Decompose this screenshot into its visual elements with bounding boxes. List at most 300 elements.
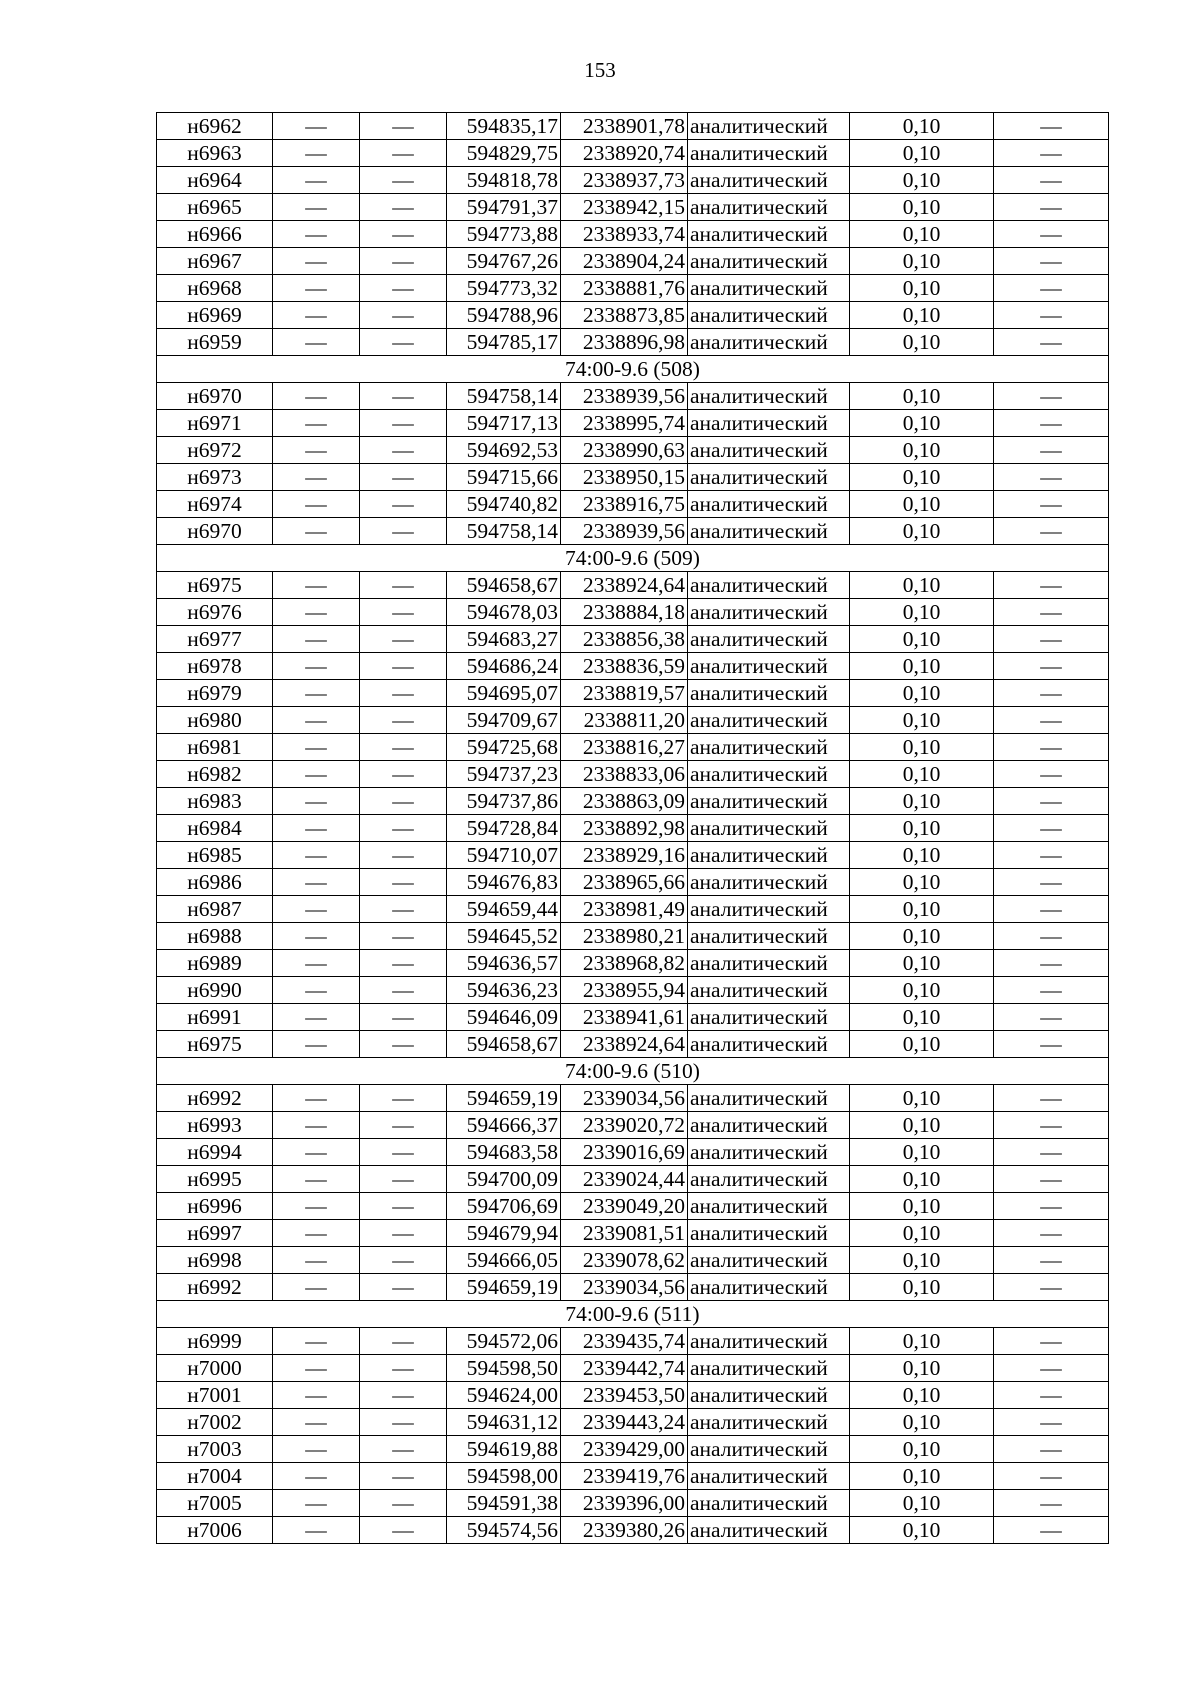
x-coordinate-cell: 594572,06	[447, 1328, 561, 1355]
empty-dash-cell: —	[360, 599, 447, 626]
accuracy-cell: 0,10	[850, 383, 994, 410]
x-coordinate-cell: 594700,09	[447, 1166, 561, 1193]
empty-dash-cell: —	[273, 1328, 360, 1355]
point-name-cell: н6995	[157, 1166, 273, 1193]
empty-dash-cell: —	[994, 221, 1109, 248]
x-coordinate-cell: 594686,24	[447, 653, 561, 680]
table-row	[157, 1409, 1109, 1436]
point-name-cell: н6999	[157, 1328, 273, 1355]
point-name-cell: н6982	[157, 761, 273, 788]
table-row	[157, 599, 1109, 626]
table-row	[157, 896, 1109, 923]
point-name-cell: н6977	[157, 626, 273, 653]
empty-dash-cell: —	[273, 1193, 360, 1220]
point-name-cell: н6976	[157, 599, 273, 626]
point-name-cell: н6971	[157, 410, 273, 437]
accuracy-cell: 0,10	[850, 410, 994, 437]
point-name-cell: н6981	[157, 734, 273, 761]
empty-dash-cell: —	[994, 437, 1109, 464]
empty-dash-cell: —	[360, 1031, 447, 1058]
point-name-cell: н6978	[157, 653, 273, 680]
x-coordinate-cell: 594773,32	[447, 275, 561, 302]
empty-dash-cell: —	[360, 1436, 447, 1463]
x-coordinate-cell: 594636,23	[447, 977, 561, 1004]
empty-dash-cell: —	[360, 842, 447, 869]
method-cell: аналитический	[688, 1139, 850, 1166]
table-row	[157, 491, 1109, 518]
empty-dash-cell: —	[360, 302, 447, 329]
point-name-cell: н6973	[157, 464, 273, 491]
accuracy-cell: 0,10	[850, 653, 994, 680]
empty-dash-cell: —	[994, 1490, 1109, 1517]
accuracy-cell: 0,10	[850, 1166, 994, 1193]
y-coordinate-cell: 2339024,44	[561, 1166, 688, 1193]
point-name-cell: н6966	[157, 221, 273, 248]
empty-dash-cell: —	[273, 275, 360, 302]
y-coordinate-cell: 2338833,06	[561, 761, 688, 788]
empty-dash-cell: —	[273, 653, 360, 680]
accuracy-cell: 0,10	[850, 761, 994, 788]
accuracy-cell: 0,10	[850, 113, 994, 140]
empty-dash-cell: —	[273, 1436, 360, 1463]
point-name-cell: н6980	[157, 707, 273, 734]
empty-dash-cell: —	[273, 1031, 360, 1058]
y-coordinate-cell: 2339380,26	[561, 1517, 688, 1544]
empty-dash-cell: —	[994, 761, 1109, 788]
accuracy-cell: 0,10	[850, 896, 994, 923]
accuracy-cell: 0,10	[850, 1328, 994, 1355]
x-coordinate-cell: 594666,37	[447, 1112, 561, 1139]
empty-dash-cell: —	[994, 599, 1109, 626]
empty-dash-cell: —	[360, 1355, 447, 1382]
method-cell: аналитический	[688, 1355, 850, 1382]
x-coordinate-cell: 594737,23	[447, 761, 561, 788]
empty-dash-cell: —	[273, 1139, 360, 1166]
method-cell: аналитический	[688, 707, 850, 734]
empty-dash-cell: —	[360, 653, 447, 680]
empty-dash-cell: —	[994, 1139, 1109, 1166]
empty-dash-cell: —	[360, 572, 447, 599]
empty-dash-cell: —	[994, 626, 1109, 653]
point-name-cell: н6964	[157, 167, 273, 194]
y-coordinate-cell: 2339396,00	[561, 1490, 688, 1517]
empty-dash-cell: —	[273, 437, 360, 464]
empty-dash-cell: —	[273, 1274, 360, 1301]
empty-dash-cell: —	[994, 383, 1109, 410]
empty-dash-cell: —	[273, 140, 360, 167]
empty-dash-cell: —	[994, 653, 1109, 680]
y-coordinate-cell: 2338995,74	[561, 410, 688, 437]
empty-dash-cell: —	[360, 464, 447, 491]
empty-dash-cell: —	[360, 1004, 447, 1031]
method-cell: аналитический	[688, 113, 850, 140]
x-coordinate-cell: 594818,78	[447, 167, 561, 194]
coordinates-table	[156, 112, 1109, 1544]
accuracy-cell: 0,10	[850, 1085, 994, 1112]
y-coordinate-cell: 2339429,00	[561, 1436, 688, 1463]
empty-dash-cell: —	[994, 1517, 1109, 1544]
x-coordinate-cell: 594659,19	[447, 1274, 561, 1301]
empty-dash-cell: —	[360, 1139, 447, 1166]
empty-dash-cell: —	[994, 518, 1109, 545]
point-name-cell: н6993	[157, 1112, 273, 1139]
point-name-cell: н6988	[157, 923, 273, 950]
method-cell: аналитический	[688, 1409, 850, 1436]
x-coordinate-cell: 594574,56	[447, 1517, 561, 1544]
coordinates-table-body	[157, 113, 1109, 1544]
empty-dash-cell: —	[994, 113, 1109, 140]
point-name-cell: н6969	[157, 302, 273, 329]
empty-dash-cell: —	[273, 734, 360, 761]
accuracy-cell: 0,10	[850, 869, 994, 896]
section-header-row	[157, 356, 1109, 383]
table-row	[157, 653, 1109, 680]
point-name-cell: н6967	[157, 248, 273, 275]
y-coordinate-cell: 2338916,75	[561, 491, 688, 518]
y-coordinate-cell: 2338933,74	[561, 221, 688, 248]
empty-dash-cell: —	[994, 923, 1109, 950]
x-coordinate-cell: 594591,38	[447, 1490, 561, 1517]
method-cell: аналитический	[688, 275, 850, 302]
accuracy-cell: 0,10	[850, 1031, 994, 1058]
x-coordinate-cell: 594678,03	[447, 599, 561, 626]
empty-dash-cell: —	[273, 1382, 360, 1409]
x-coordinate-cell: 594767,26	[447, 248, 561, 275]
accuracy-cell: 0,10	[850, 194, 994, 221]
accuracy-cell: 0,10	[850, 923, 994, 950]
table-row	[157, 842, 1109, 869]
empty-dash-cell: —	[360, 950, 447, 977]
accuracy-cell: 0,10	[850, 1139, 994, 1166]
y-coordinate-cell: 2339049,20	[561, 1193, 688, 1220]
y-coordinate-cell: 2338856,38	[561, 626, 688, 653]
method-cell: аналитический	[688, 221, 850, 248]
method-cell: аналитический	[688, 761, 850, 788]
empty-dash-cell: —	[273, 572, 360, 599]
point-name-cell: н6992	[157, 1085, 273, 1112]
accuracy-cell: 0,10	[850, 707, 994, 734]
x-coordinate-cell: 594773,88	[447, 221, 561, 248]
empty-dash-cell: —	[273, 1085, 360, 1112]
y-coordinate-cell: 2339020,72	[561, 1112, 688, 1139]
method-cell: аналитический	[688, 1085, 850, 1112]
empty-dash-cell: —	[273, 1463, 360, 1490]
empty-dash-cell: —	[273, 221, 360, 248]
empty-dash-cell: —	[360, 383, 447, 410]
empty-dash-cell: —	[273, 1004, 360, 1031]
method-cell: аналитический	[688, 680, 850, 707]
method-cell: аналитический	[688, 194, 850, 221]
method-cell: аналитический	[688, 734, 850, 761]
point-name-cell: н6997	[157, 1220, 273, 1247]
empty-dash-cell: —	[994, 1112, 1109, 1139]
method-cell: аналитический	[688, 599, 850, 626]
method-cell: аналитический	[688, 140, 850, 167]
x-coordinate-cell: 594659,19	[447, 1085, 561, 1112]
empty-dash-cell: —	[273, 1166, 360, 1193]
y-coordinate-cell: 2338873,85	[561, 302, 688, 329]
y-coordinate-cell: 2339081,51	[561, 1220, 688, 1247]
y-coordinate-cell: 2338896,98	[561, 329, 688, 356]
y-coordinate-cell: 2339443,24	[561, 1409, 688, 1436]
point-name-cell: н7001	[157, 1382, 273, 1409]
accuracy-cell: 0,10	[850, 680, 994, 707]
empty-dash-cell: —	[360, 113, 447, 140]
empty-dash-cell: —	[994, 410, 1109, 437]
x-coordinate-cell: 594683,58	[447, 1139, 561, 1166]
empty-dash-cell: —	[360, 1490, 447, 1517]
empty-dash-cell: —	[360, 788, 447, 815]
section-header-row	[157, 545, 1109, 572]
accuracy-cell: 0,10	[850, 1220, 994, 1247]
empty-dash-cell: —	[360, 248, 447, 275]
y-coordinate-cell: 2339442,74	[561, 1355, 688, 1382]
y-coordinate-cell: 2338939,56	[561, 383, 688, 410]
table-row	[157, 140, 1109, 167]
empty-dash-cell: —	[360, 869, 447, 896]
point-name-cell: н6965	[157, 194, 273, 221]
accuracy-cell: 0,10	[850, 1382, 994, 1409]
method-cell: аналитический	[688, 1517, 850, 1544]
empty-dash-cell: —	[994, 302, 1109, 329]
point-name-cell: н6975	[157, 572, 273, 599]
empty-dash-cell: —	[360, 923, 447, 950]
empty-dash-cell: —	[360, 1247, 447, 1274]
y-coordinate-cell: 2338980,21	[561, 923, 688, 950]
x-coordinate-cell: 594758,14	[447, 383, 561, 410]
accuracy-cell: 0,10	[850, 1355, 994, 1382]
empty-dash-cell: —	[273, 302, 360, 329]
empty-dash-cell: —	[994, 1031, 1109, 1058]
table-row	[157, 1220, 1109, 1247]
empty-dash-cell: —	[360, 167, 447, 194]
empty-dash-cell: —	[360, 221, 447, 248]
empty-dash-cell: —	[994, 167, 1109, 194]
table-row	[157, 167, 1109, 194]
method-cell: аналитический	[688, 1166, 850, 1193]
y-coordinate-cell: 2338981,49	[561, 896, 688, 923]
table-row	[157, 302, 1109, 329]
empty-dash-cell: —	[273, 1112, 360, 1139]
empty-dash-cell: —	[994, 1166, 1109, 1193]
empty-dash-cell: —	[360, 194, 447, 221]
y-coordinate-cell: 2338904,24	[561, 248, 688, 275]
accuracy-cell: 0,10	[850, 518, 994, 545]
empty-dash-cell: —	[994, 896, 1109, 923]
table-row	[157, 1517, 1109, 1544]
table-row	[157, 194, 1109, 221]
x-coordinate-cell: 594659,44	[447, 896, 561, 923]
y-coordinate-cell: 2338955,94	[561, 977, 688, 1004]
y-coordinate-cell: 2338836,59	[561, 653, 688, 680]
method-cell: аналитический	[688, 626, 850, 653]
empty-dash-cell: —	[273, 977, 360, 1004]
method-cell: аналитический	[688, 1004, 850, 1031]
table-row	[157, 1193, 1109, 1220]
method-cell: аналитический	[688, 1490, 850, 1517]
y-coordinate-cell: 2338920,74	[561, 140, 688, 167]
method-cell: аналитический	[688, 329, 850, 356]
section-label: 74:00-9.6 (511)	[157, 1301, 1109, 1328]
x-coordinate-cell: 594646,09	[447, 1004, 561, 1031]
method-cell: аналитический	[688, 1382, 850, 1409]
empty-dash-cell: —	[273, 1355, 360, 1382]
method-cell: аналитический	[688, 1463, 850, 1490]
point-name-cell: н6968	[157, 275, 273, 302]
x-coordinate-cell: 594709,67	[447, 707, 561, 734]
accuracy-cell: 0,10	[850, 1517, 994, 1544]
accuracy-cell: 0,10	[850, 248, 994, 275]
table-row	[157, 1490, 1109, 1517]
empty-dash-cell: —	[994, 1220, 1109, 1247]
point-name-cell: н6970	[157, 383, 273, 410]
x-coordinate-cell: 594791,37	[447, 194, 561, 221]
y-coordinate-cell: 2339435,74	[561, 1328, 688, 1355]
y-coordinate-cell: 2338941,61	[561, 1004, 688, 1031]
empty-dash-cell: —	[360, 1328, 447, 1355]
accuracy-cell: 0,10	[850, 599, 994, 626]
y-coordinate-cell: 2339034,56	[561, 1274, 688, 1301]
x-coordinate-cell: 594695,07	[447, 680, 561, 707]
empty-dash-cell: —	[273, 383, 360, 410]
empty-dash-cell: —	[273, 680, 360, 707]
method-cell: аналитический	[688, 950, 850, 977]
point-name-cell: н6987	[157, 896, 273, 923]
empty-dash-cell: —	[994, 1382, 1109, 1409]
y-coordinate-cell: 2338811,20	[561, 707, 688, 734]
point-name-cell: н6983	[157, 788, 273, 815]
x-coordinate-cell: 594715,66	[447, 464, 561, 491]
x-coordinate-cell: 594631,12	[447, 1409, 561, 1436]
point-name-cell: н7000	[157, 1355, 273, 1382]
method-cell: аналитический	[688, 653, 850, 680]
empty-dash-cell: —	[273, 788, 360, 815]
point-name-cell: н6990	[157, 977, 273, 1004]
y-coordinate-cell: 2339016,69	[561, 1139, 688, 1166]
point-name-cell: н6996	[157, 1193, 273, 1220]
accuracy-cell: 0,10	[850, 329, 994, 356]
y-coordinate-cell: 2338924,64	[561, 1031, 688, 1058]
x-coordinate-cell: 594645,52	[447, 923, 561, 950]
x-coordinate-cell: 594692,53	[447, 437, 561, 464]
x-coordinate-cell: 594636,57	[447, 950, 561, 977]
empty-dash-cell: —	[273, 518, 360, 545]
empty-dash-cell: —	[273, 626, 360, 653]
accuracy-cell: 0,10	[850, 950, 994, 977]
y-coordinate-cell: 2338965,66	[561, 869, 688, 896]
empty-dash-cell: —	[994, 680, 1109, 707]
point-name-cell: н7003	[157, 1436, 273, 1463]
x-coordinate-cell: 594624,00	[447, 1382, 561, 1409]
method-cell: аналитический	[688, 437, 850, 464]
y-coordinate-cell: 2338939,56	[561, 518, 688, 545]
y-coordinate-cell: 2338968,82	[561, 950, 688, 977]
empty-dash-cell: —	[360, 1382, 447, 1409]
empty-dash-cell: —	[360, 734, 447, 761]
empty-dash-cell: —	[994, 1085, 1109, 1112]
empty-dash-cell: —	[994, 815, 1109, 842]
point-name-cell: н6984	[157, 815, 273, 842]
table-row	[157, 950, 1109, 977]
empty-dash-cell: —	[994, 1247, 1109, 1274]
x-coordinate-cell: 594683,27	[447, 626, 561, 653]
y-coordinate-cell: 2338924,64	[561, 572, 688, 599]
y-coordinate-cell: 2338819,57	[561, 680, 688, 707]
method-cell: аналитический	[688, 1274, 850, 1301]
empty-dash-cell: —	[273, 599, 360, 626]
table-row	[157, 1355, 1109, 1382]
table-row	[157, 1247, 1109, 1274]
y-coordinate-cell: 2338901,78	[561, 113, 688, 140]
point-name-cell: н6972	[157, 437, 273, 464]
empty-dash-cell: —	[273, 329, 360, 356]
empty-dash-cell: —	[273, 923, 360, 950]
point-name-cell: н7002	[157, 1409, 273, 1436]
table-row	[157, 1463, 1109, 1490]
empty-dash-cell: —	[360, 977, 447, 1004]
y-coordinate-cell: 2338863,09	[561, 788, 688, 815]
table-row	[157, 680, 1109, 707]
table-row	[157, 329, 1109, 356]
empty-dash-cell: —	[273, 761, 360, 788]
accuracy-cell: 0,10	[850, 491, 994, 518]
empty-dash-cell: —	[360, 761, 447, 788]
empty-dash-cell: —	[994, 329, 1109, 356]
point-name-cell: н6959	[157, 329, 273, 356]
accuracy-cell: 0,10	[850, 221, 994, 248]
empty-dash-cell: —	[360, 1193, 447, 1220]
empty-dash-cell: —	[273, 1517, 360, 1544]
empty-dash-cell: —	[360, 1220, 447, 1247]
empty-dash-cell: —	[994, 491, 1109, 518]
table-row	[157, 1436, 1109, 1463]
point-name-cell: н6979	[157, 680, 273, 707]
table-row	[157, 383, 1109, 410]
y-coordinate-cell: 2338892,98	[561, 815, 688, 842]
table-row	[157, 707, 1109, 734]
accuracy-cell: 0,10	[850, 1463, 994, 1490]
point-name-cell: н6991	[157, 1004, 273, 1031]
point-name-cell: н6963	[157, 140, 273, 167]
empty-dash-cell: —	[360, 1166, 447, 1193]
empty-dash-cell: —	[994, 464, 1109, 491]
method-cell: аналитический	[688, 1220, 850, 1247]
table-row	[157, 248, 1109, 275]
point-name-cell: н6962	[157, 113, 273, 140]
x-coordinate-cell: 594706,69	[447, 1193, 561, 1220]
section-label: 74:00-9.6 (508)	[157, 356, 1109, 383]
empty-dash-cell: —	[994, 194, 1109, 221]
x-coordinate-cell: 594666,05	[447, 1247, 561, 1274]
empty-dash-cell: —	[273, 707, 360, 734]
x-coordinate-cell: 594725,68	[447, 734, 561, 761]
empty-dash-cell: —	[273, 815, 360, 842]
empty-dash-cell: —	[273, 491, 360, 518]
y-coordinate-cell: 2338881,76	[561, 275, 688, 302]
table-row	[157, 221, 1109, 248]
accuracy-cell: 0,10	[850, 842, 994, 869]
x-coordinate-cell: 594619,88	[447, 1436, 561, 1463]
empty-dash-cell: —	[273, 1220, 360, 1247]
method-cell: аналитический	[688, 302, 850, 329]
empty-dash-cell: —	[994, 1409, 1109, 1436]
accuracy-cell: 0,10	[850, 1112, 994, 1139]
empty-dash-cell: —	[360, 140, 447, 167]
accuracy-cell: 0,10	[850, 275, 994, 302]
page-number: 153	[584, 58, 616, 82]
empty-dash-cell: —	[994, 248, 1109, 275]
empty-dash-cell: —	[360, 707, 447, 734]
